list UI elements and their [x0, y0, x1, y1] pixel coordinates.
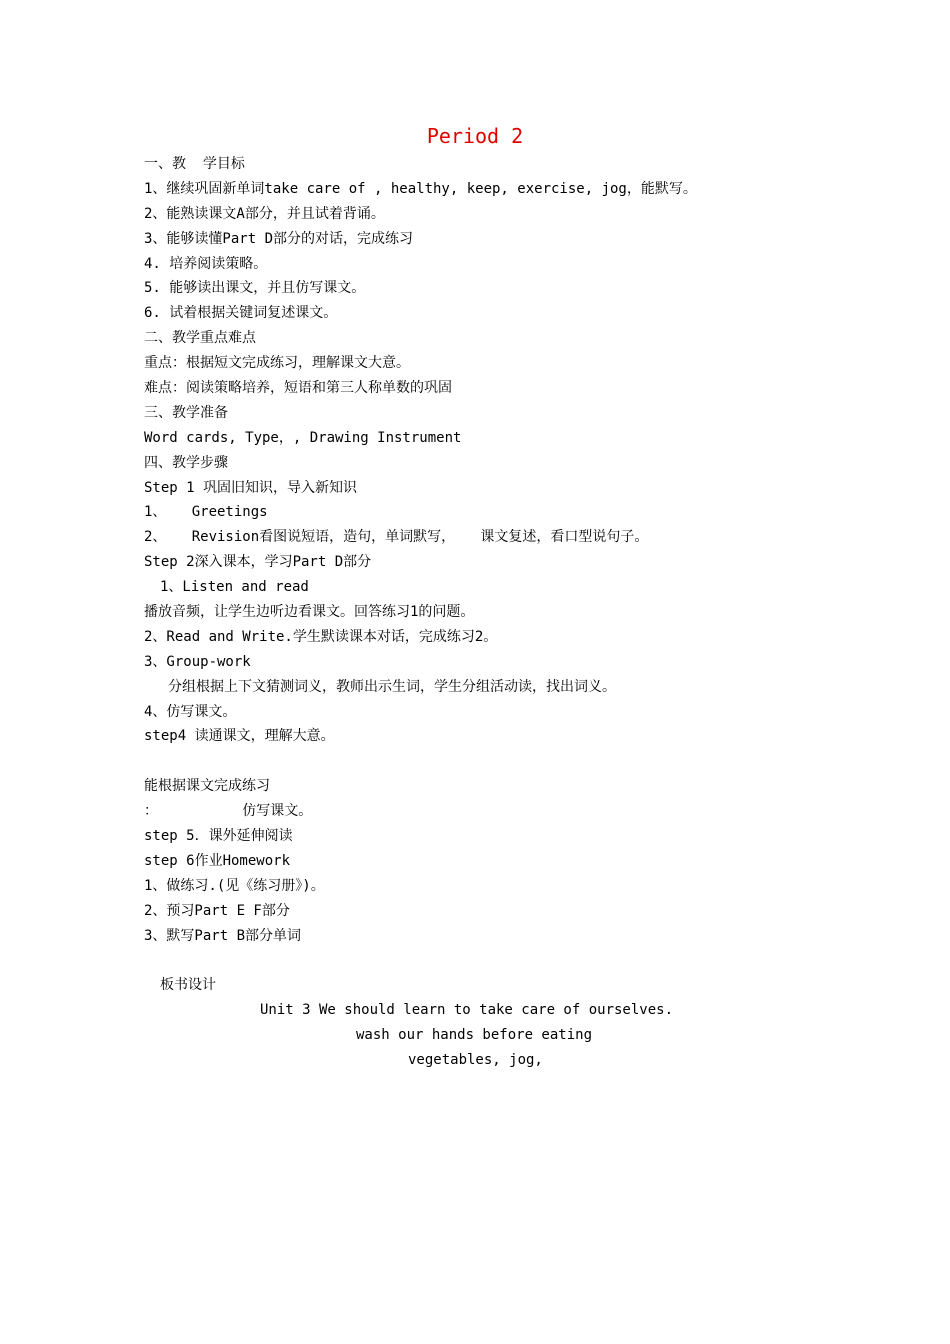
step-4-heading: step4 读通课文，理解大意。 — [144, 728, 335, 745]
objective-item-2: 2、能熟读课文A部分，并且试着背诵。 — [144, 205, 385, 222]
blank-line — [144, 949, 904, 974]
board-line-2: wash our hands before eating — [356, 1027, 593, 1044]
step-1-item-2: 2、 Revision看图说短语，造句，单词默写， 课文复述，看口型说句子。 — [144, 529, 649, 546]
section-objectives-heading: 一、教 学目标 — [144, 156, 245, 172]
homework-item-1: 1、做练习.(见《练习册》)。 — [144, 877, 325, 894]
objective-item-3: 3、能够读懂Part D部分的对话，完成练习 — [144, 230, 414, 247]
step-2-item-2: 2、Read and Write.学生默读课本对话，完成练习2。 — [144, 628, 498, 645]
board-line-1: Unit 3 We should learn to take care of ourselves. — [260, 1002, 674, 1019]
step-2-item-1: 1、Listen and read — [160, 579, 309, 596]
step-6-heading: step 6作业Homework — [144, 852, 291, 869]
objective-item-4: 4. 培养阅读策略。 — [144, 255, 268, 272]
step-4-detail-1: 能根据课文完成练习 — [144, 778, 270, 795]
homework-item-3: 3、默写Part B部分单词 — [144, 927, 302, 944]
step-2-item-1-detail: 播放音频，让学生边听边看课文。回答练习1的问题。 — [144, 604, 475, 621]
step-1-item-1: 1、 Greetings — [144, 504, 268, 521]
section-preparation-heading: 三、教学准备 — [144, 404, 228, 421]
step-2-item-4: 4、仿写课文。 — [144, 703, 237, 720]
board-design-heading: 板书设计 — [160, 977, 216, 994]
step-2-item-3: 3、Group-work — [144, 653, 251, 670]
document-body — [144, 122, 904, 1073]
board-line-3: vegetables, jog, — [408, 1052, 543, 1069]
objective-item-5: 5. 能够读出课文，并且仿写课文。 — [144, 280, 366, 297]
step-2-item-3-detail: 分组根据上下文猜测词义，教师出示生词，学生分组活动读，找出词义。 — [168, 678, 616, 695]
step-4-detail-2: ： 仿写课文。 — [144, 803, 313, 820]
step-1-heading: Step 1 巩固旧知识，导入新知识 — [144, 479, 358, 496]
preparation-items: Word cards, Type，, Drawing Instrument — [144, 429, 462, 446]
section-keypoints-heading: 二、教学重点难点 — [144, 330, 256, 347]
section-steps-heading: 四、教学步骤 — [144, 454, 228, 471]
objective-item-1: 1、继续巩固新单词take care of , healthy, keep, exercise, jog，能默写。 — [144, 180, 697, 197]
homework-item-2: 2、预习Part E F部分 — [144, 902, 290, 919]
step-5-heading: step 5．课外延伸阅读 — [144, 828, 293, 845]
step-2-heading: Step 2深入课本，学习Part D部分 — [144, 554, 372, 571]
page-title: Period 2 — [426, 124, 524, 148]
objective-item-6: 6. 试着根据关键词复述课文。 — [144, 305, 338, 322]
keypoint-focus: 重点：根据短文完成练习，理解课文大意。 — [144, 355, 410, 372]
keypoint-difficulty: 难点：阅读策略培养，短语和第三人称单数的巩固 — [144, 380, 452, 397]
blank-line — [144, 749, 904, 774]
